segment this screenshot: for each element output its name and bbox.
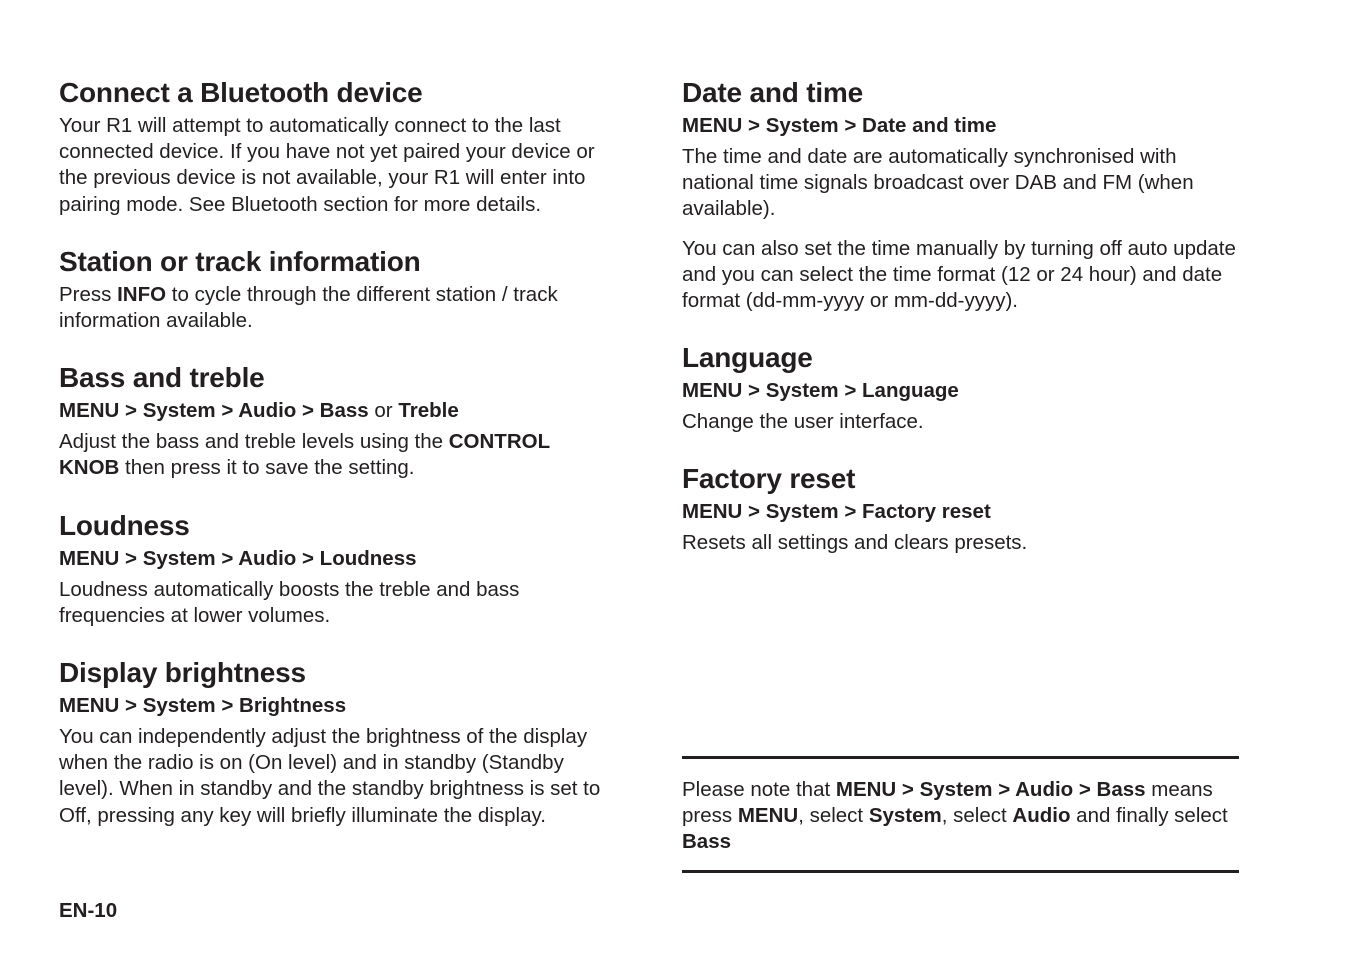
heading-factory-reset: Factory reset [682, 463, 856, 495]
note-bold: Bass [682, 830, 732, 854]
body-brightness: You can independently adjust the brightness of the display when the radio is on (On level) and in standby (Standby level). When in standby and the standby brightness is set to Off, pressing any key will briefly illuminate the display. [59, 725, 601, 827]
body-bluetooth: Your R1 will attempt to automatically connect to the last connected device. If you have not yet paired your device or the previous device is not available, your R1 will enter into pairing mode. See Bluetooth section for more details. [59, 114, 595, 216]
section-bluetooth [59, 76, 614, 218]
menu-path-language: MENU > System > Language [682, 379, 959, 403]
body-factory-reset: Resets all settings and clears presets. [682, 531, 1028, 555]
menu-path-or: or [368, 399, 399, 423]
body-bold-info: INFO [117, 282, 167, 306]
section-bass-treble [59, 361, 614, 481]
section-factory-reset [682, 462, 1242, 556]
page-number: EN-10 [59, 899, 118, 922]
menu-path-loudness: MENU > System > Audio > Loudness [59, 546, 417, 570]
heading-station-info: Station or track information [59, 245, 421, 277]
right-column [682, 76, 1242, 584]
note-bold: MENU > System > Audio > Bass [835, 778, 1146, 801]
note-box [682, 756, 1239, 873]
body-text: Adjust the bass and treble levels using the [59, 430, 449, 454]
heading-date-time: Date and time [682, 77, 863, 108]
section-brightness [59, 656, 614, 829]
body-date-time-1: The time and date are automatically synchronised with national time signals broadcast over DAB and FM (when available). [682, 145, 1194, 221]
section-station-info [59, 245, 614, 334]
note-segment: Please note that [682, 778, 836, 801]
body-date-time-2: You can also set the time manually by turning off auto update and you can select the time format (12 or 24 hour) and date format (dd-mm-yyyy or mm-dd-yyyy). [682, 236, 1236, 313]
note-text [682, 777, 1239, 856]
note-segment: , select [941, 804, 1013, 828]
note-bold: MENU [737, 804, 799, 828]
menu-path-text: Treble [398, 399, 459, 423]
body-text: then press it to save the setting. [119, 456, 415, 480]
body-language: Change the user interface. [682, 410, 924, 434]
note-segment: and finally select [1070, 804, 1228, 828]
menu-path-date-time: MENU > System > Date and time [682, 114, 997, 137]
heading-brightness: Display brightness [59, 657, 306, 689]
note-segment: means press [682, 778, 1213, 828]
body-bass-treble [59, 429, 614, 481]
body-bold-control-knob: CONTROL KNOB [59, 430, 550, 480]
body-loudness: Loudness automatically boosts the treble and bass frequencies at lower volumes. [59, 577, 520, 627]
body-station-info [59, 282, 614, 334]
section-loudness [59, 509, 614, 629]
heading-bass-treble: Bass and treble [59, 362, 265, 394]
left-column [59, 76, 614, 856]
menu-path-brightness: MENU > System > Brightness [59, 694, 347, 718]
section-language [682, 341, 1242, 435]
menu-path-factory-reset: MENU > System > Factory reset [682, 500, 991, 524]
body-text: Press [59, 282, 118, 306]
menu-path-bass-treble [59, 398, 614, 424]
menu-path-text: MENU > System > Audio > Bass [59, 399, 369, 423]
heading-loudness: Loudness [59, 509, 190, 541]
heading-language: Language [682, 342, 813, 374]
note-bold: Audio [1012, 804, 1071, 828]
note-segment: , select [798, 804, 869, 828]
heading-bluetooth: Connect a Bluetooth device [59, 77, 423, 108]
note-bold: System [868, 804, 942, 828]
section-date-time [682, 76, 1242, 314]
body-text: to cycle through the different station / track information available. [59, 282, 558, 333]
